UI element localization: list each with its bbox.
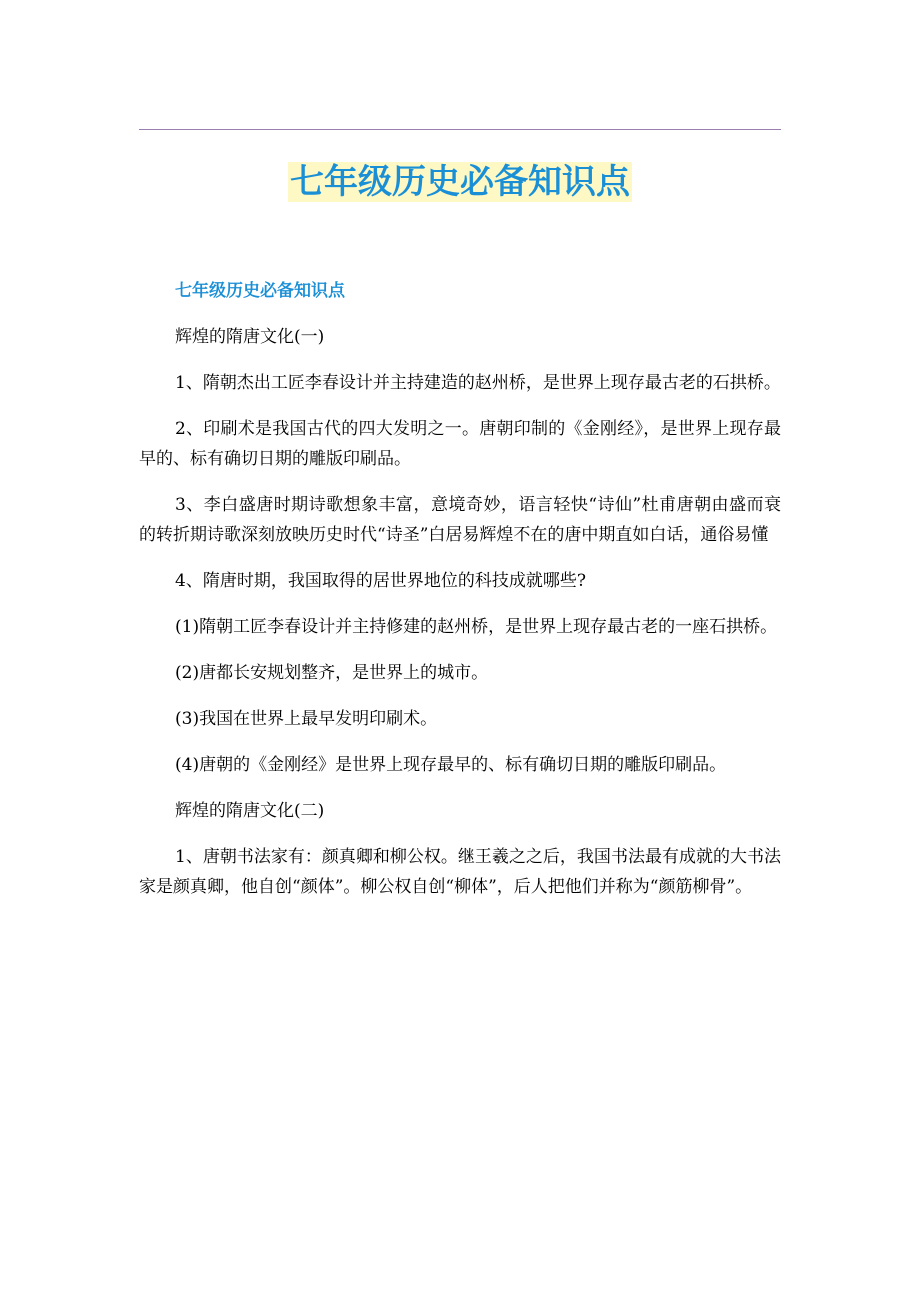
paragraph-subitem-4: (4)唐朝的《金刚经》是世界上现存最早的、标有确切日期的雕版印刷品。 — [175, 755, 727, 775]
paragraph-item-1: 1、隋朝杰出工匠李春设计并主持建造的赵州桥，是世界上现存最古老的石拱桥。 — [175, 373, 781, 393]
header-divider — [139, 129, 781, 130]
paragraph-calligraphy-item-1: 1、唐朝书法家有：颜真卿和柳公权。继王羲之之后，我国书法最有成就的大书法家是颜真卿，他自创“颜体”。柳公权自创“柳体”，后人把他们并称为“颜筋柳骨”。 — [139, 847, 781, 897]
paragraph-subitem-2: (2)唐都长安规划整齐，是世界上的城市。 — [175, 663, 489, 683]
paragraph-subitem-3: (3)我国在世界上最早发明印刷术。 — [175, 709, 438, 729]
document-title-text: 七年级历史必备知识点 — [290, 162, 630, 202]
paragraph-item-3: 3、李白盛唐时期诗歌想象丰富，意境奇妙，语言轻快“诗仙”杜甫唐朝由盛而衰的转折期诗歌深刻放映历史时代“诗圣”白居易辉煌不在的唐中期直如白话，通俗易懂 — [139, 495, 781, 545]
paragraph-item-4: 4、隋唐时期，我国取得的居世界地位的科技成就哪些? — [175, 571, 586, 591]
paragraph-subtitle-culture-1: 辉煌的隋唐文化(一) — [175, 327, 325, 347]
paragraph-subitem-1: (1)隋朝工匠李春设计并主持修建的赵州桥，是世界上现存最古老的一座石拱桥。 — [175, 617, 778, 637]
section-heading: 七年级历史必备知识点 — [175, 281, 345, 301]
document-body — [139, 276, 781, 918]
document-title — [0, 158, 920, 206]
paragraph-item-2: 2、印刷术是我国古代的四大发明之一。唐朝印制的《金刚经》，是世界上现存最早的、标有确切日期的雕版印刷品。 — [139, 419, 781, 469]
paragraph-subtitle-culture-2: 辉煌的隋唐文化(二) — [175, 801, 325, 821]
